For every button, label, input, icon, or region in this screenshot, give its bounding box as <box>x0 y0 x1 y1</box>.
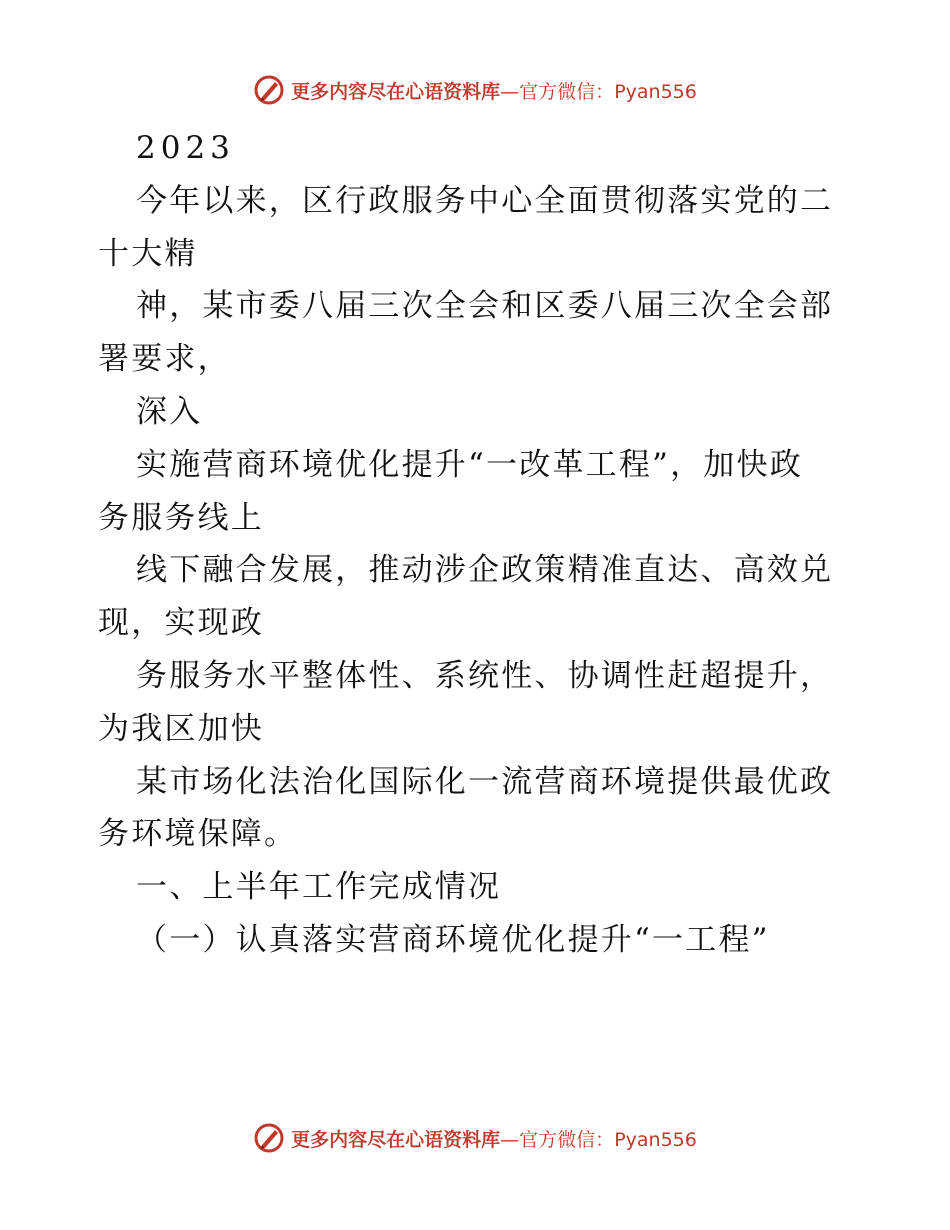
section-heading: 一、上半年工作完成情况 <box>136 869 502 906</box>
text-line: 今年以来，区行政服务中心全面贯彻落实党的二 <box>136 182 834 219</box>
banner-dash: — <box>500 80 520 103</box>
header-banner <box>0 70 950 110</box>
text-line: 线下融合发展，推动涉企政策精准直达、高效兑 <box>136 552 834 589</box>
banner-wechat-label: 官方微信： <box>519 1128 615 1151</box>
banner-text <box>291 1125 697 1152</box>
banner-wechat-id: Pyan556 <box>614 1128 697 1151</box>
text-line: 2023 <box>136 130 235 166</box>
subsection-heading: （一）认真落实营商环境优化提升“一工程” <box>136 921 770 958</box>
text-line: 为我区加快 <box>98 710 264 747</box>
banner-main-text: 更多内容尽在心语资料库 <box>291 80 501 103</box>
pen-logo-icon <box>253 74 285 106</box>
pen-logo-icon <box>253 1122 285 1154</box>
text-line: 十大精 <box>98 235 198 272</box>
banner-wechat-label: 官方微信： <box>519 80 615 103</box>
text-line: 实施营商环境优化提升“一改革工程”，加快政 <box>136 446 803 483</box>
text-line: 深入 <box>136 393 203 430</box>
text-line: 务环境保障。 <box>98 816 298 853</box>
text-line: 署要求， <box>98 341 231 378</box>
document-body <box>98 122 858 967</box>
text-line: 神，某市委八届三次全会和区委八届三次全会部 <box>136 288 834 325</box>
text-line: 务服务水平整体性、系统性、协调性赶超提升， <box>136 657 834 694</box>
banner-dash: — <box>500 1128 520 1151</box>
text-line: 务服务线上 <box>98 499 264 536</box>
banner-text <box>291 77 697 104</box>
text-line: 现，实现政 <box>98 605 264 642</box>
footer-banner <box>0 1118 950 1158</box>
banner-main-text: 更多内容尽在心语资料库 <box>291 1128 501 1151</box>
text-line: 某市场化法治化国际化一流营商环境提供最优政 <box>136 763 834 800</box>
banner-wechat-id: Pyan556 <box>614 80 697 103</box>
